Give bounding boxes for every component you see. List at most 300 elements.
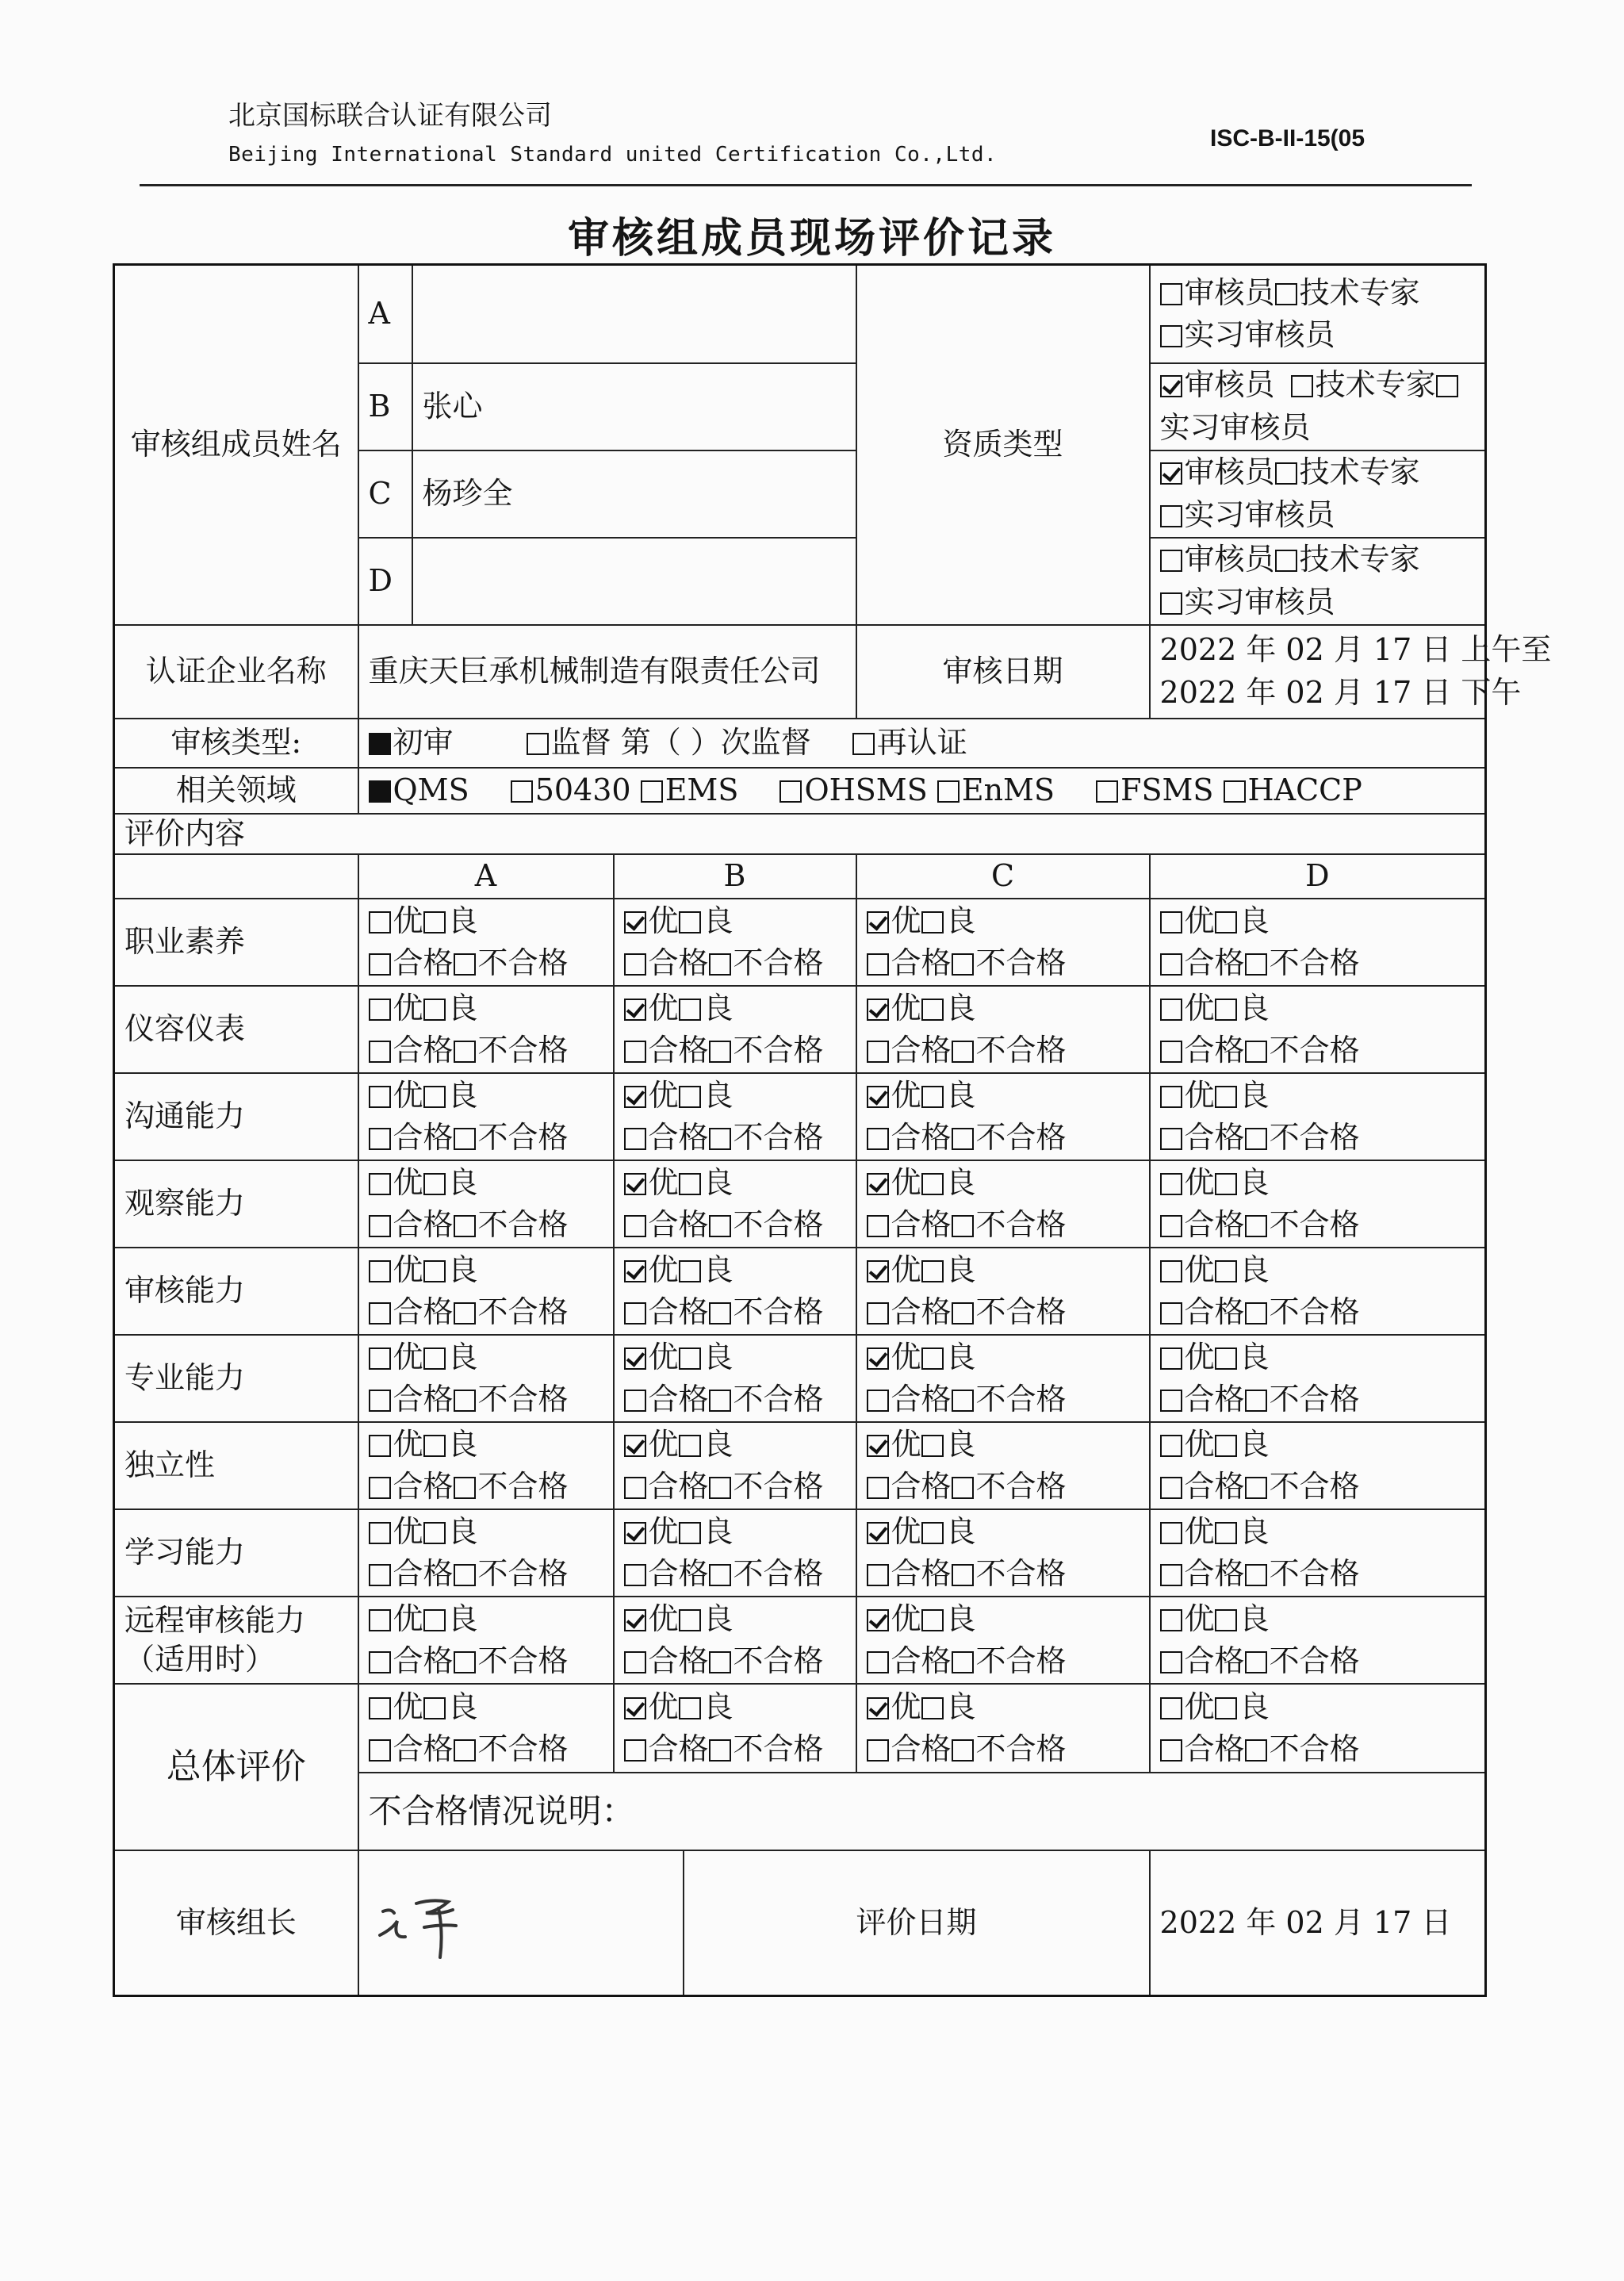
rating-excellent-label: 优	[648, 1164, 679, 1200]
qual-auditor-checkbox[interactable]	[1160, 283, 1182, 305]
rating-fail-label: 不合格	[975, 1731, 1067, 1766]
rating-good-checkbox[interactable]	[1215, 1260, 1237, 1282]
rating-fail-checkbox[interactable]	[454, 1128, 476, 1150]
rating-excellent-checkbox[interactable]	[1160, 1609, 1182, 1631]
rating-good-checkbox[interactable]	[423, 1522, 446, 1544]
rating-good-checkbox[interactable]	[1215, 1697, 1237, 1719]
audit-type-initial-label: 初审	[393, 724, 454, 760]
rating-fail-checkbox[interactable]	[952, 1302, 974, 1325]
rating-pass-checkbox[interactable]	[624, 953, 646, 976]
rating-pass-label: 合格	[891, 1468, 952, 1504]
rating-fail-checkbox[interactable]	[709, 1390, 731, 1412]
rating-good-checkbox[interactable]	[679, 1173, 701, 1195]
rating-fail-checkbox[interactable]	[952, 1390, 974, 1412]
criterion-row	[114, 1335, 1486, 1422]
rating-cell	[358, 1248, 614, 1335]
rating-cell	[614, 1597, 856, 1684]
rating-excellent-checkbox[interactable]	[624, 1609, 646, 1631]
rating-cell	[358, 1073, 614, 1160]
rating-excellent-checkbox[interactable]	[1160, 1173, 1182, 1195]
qual-trainee-checkbox[interactable]	[1160, 592, 1182, 615]
rating-good-checkbox[interactable]	[679, 1609, 701, 1631]
evaluation-corner	[114, 854, 358, 899]
rating-pass-checkbox[interactable]	[867, 1390, 889, 1412]
rating-good-checkbox[interactable]	[1215, 999, 1237, 1021]
rating-fail-checkbox[interactable]	[454, 1215, 476, 1237]
rating-pass-checkbox[interactable]	[867, 1477, 889, 1499]
qual-expert-checkbox[interactable]	[1275, 283, 1297, 305]
rating-fail-checkbox[interactable]	[709, 1739, 731, 1762]
member-name-field[interactable]	[412, 265, 856, 363]
rating-excellent-label: 优	[393, 990, 423, 1025]
rating-fail-label: 不合格	[1269, 945, 1360, 980]
rating-excellent-checkbox[interactable]	[369, 1435, 391, 1457]
field-checkbox[interactable]	[369, 780, 391, 803]
qual-expert-checkbox[interactable]	[1275, 462, 1297, 485]
rating-cell	[1150, 1335, 1486, 1422]
rating-pass-checkbox[interactable]	[369, 953, 391, 976]
criterion-row	[114, 1509, 1486, 1597]
rating-pass-checkbox[interactable]	[1160, 1128, 1182, 1150]
rating-excellent-checkbox[interactable]	[867, 1522, 889, 1544]
rating-pass-checkbox[interactable]	[624, 1302, 646, 1325]
fields-label: 相关领域	[114, 768, 358, 814]
rating-pass-label: 合格	[1184, 1032, 1245, 1068]
rating-excellent-checkbox[interactable]	[624, 999, 646, 1021]
nonconformity-label[interactable]: 不合格情况说明：	[358, 1773, 1486, 1850]
rating-fail-checkbox[interactable]	[454, 1390, 476, 1412]
rating-excellent-checkbox[interactable]	[1160, 1697, 1182, 1719]
rating-fail-checkbox[interactable]	[952, 1739, 974, 1762]
rating-pass-checkbox[interactable]	[867, 1564, 889, 1586]
rating-pass-checkbox[interactable]	[867, 1302, 889, 1325]
rating-excellent-checkbox[interactable]	[867, 1348, 889, 1370]
rating-good-checkbox[interactable]	[423, 1086, 446, 1108]
field-checkbox[interactable]	[641, 780, 663, 803]
qual-trainee-checkbox[interactable]	[1160, 505, 1182, 527]
qual-auditor-label: 审核员	[1184, 274, 1275, 310]
rating-fail-checkbox[interactable]	[454, 1302, 476, 1325]
rating-pass-label: 合格	[648, 1468, 709, 1504]
rating-good-label: 良	[1239, 903, 1270, 938]
member-name-field[interactable]: 张心	[412, 363, 856, 450]
rating-excellent-label: 优	[891, 1339, 921, 1374]
rating-cell	[358, 1335, 614, 1422]
rating-pass-label: 合格	[891, 945, 952, 980]
rating-fail-checkbox[interactable]	[952, 1564, 974, 1586]
rating-cell	[614, 1073, 856, 1160]
rating-fail-checkbox[interactable]	[1245, 1302, 1267, 1325]
rating-excellent-checkbox[interactable]	[1160, 1522, 1182, 1544]
rating-excellent-label: 优	[1184, 1426, 1215, 1462]
rating-excellent-checkbox[interactable]	[1160, 1086, 1182, 1108]
qual-expert-label: 技术专家	[1299, 542, 1420, 577]
rating-good-label: 良	[945, 1689, 976, 1724]
rating-excellent-checkbox[interactable]	[624, 1086, 646, 1108]
audit-type-initial-checkbox[interactable]	[369, 733, 391, 755]
rating-pass-checkbox[interactable]	[369, 1041, 391, 1063]
rating-good-label: 良	[447, 1689, 478, 1724]
rating-good-checkbox[interactable]	[679, 1086, 701, 1108]
rating-good-checkbox[interactable]	[423, 1609, 446, 1631]
company-name-field[interactable]: 重庆天巨承机械制造有限责任公司	[358, 625, 856, 719]
rating-fail-label: 不合格	[1269, 1555, 1360, 1591]
rating-good-checkbox[interactable]	[921, 1260, 944, 1282]
rating-fail-checkbox[interactable]	[709, 1564, 731, 1586]
audit-type-surveillance-checkbox[interactable]	[527, 733, 549, 755]
rating-excellent-label: 优	[648, 1252, 679, 1287]
qual-trainee-label: 实习审核员	[1184, 316, 1335, 352]
rating-excellent-checkbox[interactable]	[369, 999, 391, 1021]
rating-good-checkbox[interactable]	[679, 1435, 701, 1457]
rating-excellent-checkbox[interactable]	[1160, 911, 1182, 933]
rating-good-checkbox[interactable]	[921, 999, 944, 1021]
rating-pass-checkbox[interactable]	[867, 1739, 889, 1762]
rating-fail-checkbox[interactable]	[1245, 1128, 1267, 1150]
evaluation-rows	[114, 899, 1486, 1850]
rating-good-checkbox[interactable]	[679, 999, 701, 1021]
rating-good-checkbox[interactable]	[423, 1260, 446, 1282]
rating-pass-checkbox[interactable]	[1160, 1739, 1182, 1762]
rating-pass-label: 合格	[891, 1731, 952, 1766]
rating-excellent-label: 优	[393, 903, 423, 938]
rating-excellent-checkbox[interactable]	[867, 911, 889, 933]
rating-excellent-checkbox[interactable]	[1160, 1260, 1182, 1282]
rating-pass-checkbox[interactable]	[624, 1128, 646, 1150]
rating-excellent-checkbox[interactable]	[867, 999, 889, 1021]
criterion-label: 仪容仪表	[114, 986, 358, 1073]
rating-excellent-label: 优	[648, 1689, 679, 1724]
rating-excellent-checkbox[interactable]	[867, 1435, 889, 1457]
rating-pass-checkbox[interactable]	[867, 1651, 889, 1673]
rating-pass-checkbox[interactable]	[624, 1041, 646, 1063]
rating-excellent-checkbox[interactable]	[1160, 1435, 1182, 1457]
rating-good-label: 良	[1239, 1252, 1270, 1287]
rating-fail-label: 不合格	[477, 1032, 569, 1068]
rating-good-label: 良	[447, 1339, 478, 1374]
rating-pass-checkbox[interactable]	[1160, 1041, 1182, 1063]
rating-fail-checkbox[interactable]	[1245, 1390, 1267, 1412]
criterion-row	[114, 1422, 1486, 1509]
rating-excellent-checkbox[interactable]	[369, 1522, 391, 1544]
rating-pass-checkbox[interactable]	[624, 1564, 646, 1586]
rating-fail-checkbox[interactable]	[1245, 1041, 1267, 1063]
rating-fail-label: 不合格	[733, 1294, 824, 1329]
field-checkbox[interactable]	[1224, 780, 1246, 803]
rating-fail-label: 不合格	[733, 1119, 824, 1155]
rating-fail-checkbox[interactable]	[709, 1477, 731, 1499]
field-checkbox[interactable]	[937, 780, 959, 803]
criterion-label: 远程审核能力 （适用时）	[114, 1597, 358, 1684]
rating-excellent-checkbox[interactable]	[624, 1697, 646, 1719]
rating-excellent-label: 优	[648, 903, 679, 938]
rating-fail-checkbox[interactable]	[952, 1128, 974, 1150]
rating-pass-checkbox[interactable]	[1160, 1390, 1182, 1412]
rating-good-checkbox[interactable]	[679, 911, 701, 933]
rating-pass-checkbox[interactable]	[369, 1215, 391, 1237]
audit-type-recert-checkbox[interactable]	[852, 733, 875, 755]
criterion-label: 审核能力	[114, 1248, 358, 1335]
rating-cell	[856, 986, 1150, 1073]
rating-good-label: 良	[945, 1426, 976, 1462]
rating-cell	[1150, 1509, 1486, 1597]
rating-pass-checkbox[interactable]	[867, 1215, 889, 1237]
rating-excellent-checkbox[interactable]	[867, 1260, 889, 1282]
rating-excellent-checkbox[interactable]	[369, 1609, 391, 1631]
qual-auditor-checkbox[interactable]	[1160, 550, 1182, 572]
rating-good-checkbox[interactable]	[921, 1348, 944, 1370]
rating-excellent-checkbox[interactable]	[369, 1348, 391, 1370]
rating-fail-checkbox[interactable]	[1245, 1564, 1267, 1586]
field-label: FSMS	[1120, 772, 1214, 807]
rating-good-checkbox[interactable]	[1215, 1435, 1237, 1457]
rating-pass-checkbox[interactable]	[1160, 1302, 1182, 1325]
qualification-label: 资质类型	[856, 265, 1150, 625]
rating-pass-label: 合格	[393, 1468, 454, 1504]
rating-pass-label: 合格	[1184, 1294, 1245, 1329]
rating-cell	[1150, 899, 1486, 986]
leader-label: 审核组长	[114, 1850, 358, 1996]
rating-pass-checkbox[interactable]	[1160, 1477, 1182, 1499]
rating-good-checkbox[interactable]	[1215, 1086, 1237, 1108]
rating-fail-label: 不合格	[975, 1206, 1067, 1242]
rating-excellent-checkbox[interactable]	[369, 1173, 391, 1195]
rating-good-label: 良	[703, 1339, 733, 1374]
field-label: HACCP	[1247, 772, 1362, 807]
rating-good-checkbox[interactable]	[1215, 1348, 1237, 1370]
rating-fail-checkbox[interactable]	[709, 1215, 731, 1237]
rating-pass-checkbox[interactable]	[867, 953, 889, 976]
rating-pass-checkbox[interactable]	[369, 1564, 391, 1586]
eval-date-field[interactable]: 2022 年 02 月 17 日	[1150, 1850, 1486, 1996]
criterion-row	[114, 986, 1486, 1073]
rating-good-checkbox[interactable]	[679, 1697, 701, 1719]
rating-good-checkbox[interactable]	[921, 1173, 944, 1195]
rating-pass-checkbox[interactable]	[369, 1302, 391, 1325]
rating-fail-label: 不合格	[1269, 1643, 1360, 1678]
rating-good-checkbox[interactable]	[921, 1522, 944, 1544]
rating-fail-checkbox[interactable]	[1245, 1739, 1267, 1762]
rating-fail-checkbox[interactable]	[952, 1651, 974, 1673]
rating-excellent-checkbox[interactable]	[624, 1173, 646, 1195]
rating-pass-label: 合格	[648, 1206, 709, 1242]
member-letter: C	[358, 450, 412, 538]
rating-excellent-checkbox[interactable]	[867, 1086, 889, 1108]
rating-pass-label: 合格	[393, 1206, 454, 1242]
leader-signature[interactable]	[358, 1850, 684, 1996]
rating-good-checkbox[interactable]	[423, 1173, 446, 1195]
rating-excellent-checkbox[interactable]	[867, 1697, 889, 1719]
rating-cell	[358, 1509, 614, 1597]
rating-pass-checkbox[interactable]	[867, 1041, 889, 1063]
rating-cell	[856, 1597, 1150, 1684]
rating-excellent-checkbox[interactable]	[624, 1260, 646, 1282]
rating-good-checkbox[interactable]	[1215, 1522, 1237, 1544]
rating-excellent-checkbox[interactable]	[624, 911, 646, 933]
rating-fail-label: 不合格	[733, 1206, 824, 1242]
member-name-field[interactable]	[412, 538, 856, 625]
field-checkbox[interactable]	[779, 780, 802, 803]
rating-good-label: 良	[1239, 1513, 1270, 1549]
rating-excellent-label: 优	[393, 1164, 423, 1200]
rating-good-label: 良	[1239, 1164, 1270, 1200]
rating-good-checkbox[interactable]	[921, 911, 944, 933]
rating-pass-label: 合格	[393, 1032, 454, 1068]
rating-pass-checkbox[interactable]	[369, 1128, 391, 1150]
rating-excellent-checkbox[interactable]	[624, 1435, 646, 1457]
rating-good-checkbox[interactable]	[423, 1697, 446, 1719]
rating-pass-checkbox[interactable]	[1160, 1215, 1182, 1237]
rating-fail-checkbox[interactable]	[709, 953, 731, 976]
rating-good-label: 良	[945, 1077, 976, 1113]
rating-fail-checkbox[interactable]	[454, 1739, 476, 1762]
rating-fail-checkbox[interactable]	[1245, 1477, 1267, 1499]
rating-excellent-label: 优	[891, 1426, 921, 1462]
qual-auditor-checkbox[interactable]	[1160, 462, 1182, 485]
criterion-row	[114, 1160, 1486, 1248]
qual-auditor-checkbox[interactable]	[1160, 375, 1182, 397]
rating-fail-checkbox[interactable]	[709, 1302, 731, 1325]
rating-good-checkbox[interactable]	[679, 1260, 701, 1282]
rating-fail-checkbox[interactable]	[1245, 1651, 1267, 1673]
rating-good-checkbox[interactable]	[921, 1435, 944, 1457]
rating-fail-checkbox[interactable]	[454, 953, 476, 976]
rating-excellent-checkbox[interactable]	[369, 1260, 391, 1282]
qual-trainee-checkbox[interactable]	[1160, 325, 1182, 347]
audit-date-start: 2022 年 02 月 17 日 上午至	[1159, 632, 1552, 668]
page-title: 审核组成员现场评价记录	[567, 214, 1056, 263]
rating-cell	[1150, 986, 1486, 1073]
header-divider	[140, 184, 1472, 186]
rating-fail-label: 不合格	[975, 1119, 1067, 1155]
rating-excellent-checkbox[interactable]	[369, 1086, 391, 1108]
rating-good-checkbox[interactable]	[679, 1522, 701, 1544]
rating-excellent-label: 优	[393, 1601, 423, 1636]
rating-fail-checkbox[interactable]	[952, 1041, 974, 1063]
rating-fail-checkbox[interactable]	[454, 1564, 476, 1586]
rating-fail-checkbox[interactable]	[709, 1651, 731, 1673]
rating-pass-label: 合格	[891, 1555, 952, 1591]
rating-good-checkbox[interactable]	[921, 1086, 944, 1108]
criterion-row	[114, 1248, 1486, 1335]
rating-pass-checkbox[interactable]	[1160, 953, 1182, 976]
rating-excellent-label: 优	[1184, 1164, 1215, 1200]
rating-good-checkbox[interactable]	[423, 999, 446, 1021]
rating-excellent-checkbox[interactable]	[867, 1609, 889, 1631]
rating-good-checkbox[interactable]	[921, 1609, 944, 1631]
rating-pass-checkbox[interactable]	[1160, 1651, 1182, 1673]
rating-excellent-checkbox[interactable]	[1160, 1348, 1182, 1370]
rating-fail-checkbox[interactable]	[454, 1041, 476, 1063]
qual-expert-label: 技术专家	[1299, 274, 1420, 310]
rating-excellent-checkbox[interactable]	[1160, 999, 1182, 1021]
qual-expert-checkbox[interactable]	[1275, 550, 1297, 572]
rating-fail-label: 不合格	[733, 1032, 824, 1068]
rating-excellent-label: 优	[1184, 1077, 1215, 1113]
rating-pass-checkbox[interactable]	[624, 1739, 646, 1762]
rating-good-label: 良	[1239, 990, 1270, 1025]
rating-good-checkbox[interactable]	[921, 1697, 944, 1719]
rating-pass-checkbox[interactable]	[369, 1390, 391, 1412]
rating-good-checkbox[interactable]	[423, 1348, 446, 1370]
rating-pass-checkbox[interactable]	[867, 1128, 889, 1150]
rating-fail-checkbox[interactable]	[1245, 1215, 1267, 1237]
company-name-en: Beijing International Standard united Certification Co.,Ltd.	[228, 143, 998, 167]
criterion-row	[114, 1073, 1486, 1160]
rating-good-checkbox[interactable]	[1215, 1173, 1237, 1195]
member-name-field[interactable]: 杨珍全	[412, 450, 856, 538]
rating-good-checkbox[interactable]	[1215, 911, 1237, 933]
rating-good-checkbox[interactable]	[679, 1348, 701, 1370]
rating-excellent-checkbox[interactable]	[369, 911, 391, 933]
rating-excellent-label: 优	[1184, 1513, 1215, 1549]
rating-pass-label: 合格	[648, 1643, 709, 1678]
member-letter: B	[358, 363, 412, 450]
rating-cell	[614, 1509, 856, 1597]
rating-fail-checkbox[interactable]	[709, 1128, 731, 1150]
criterion-label: 职业素养	[114, 899, 358, 986]
rating-pass-checkbox[interactable]	[624, 1477, 646, 1499]
rating-pass-checkbox[interactable]	[369, 1651, 391, 1673]
evaluation-form	[113, 263, 1552, 1997]
rating-good-checkbox[interactable]	[1215, 1609, 1237, 1631]
qual-trainee-checkbox[interactable]	[1436, 375, 1458, 397]
rating-cell	[1150, 1597, 1486, 1684]
rating-pass-checkbox[interactable]	[1160, 1564, 1182, 1586]
qual-expert-checkbox[interactable]	[1291, 375, 1313, 397]
rating-cell	[856, 1335, 1150, 1422]
rating-excellent-label: 优	[648, 1426, 679, 1462]
rating-pass-checkbox[interactable]	[369, 1739, 391, 1762]
qual-auditor-label: 审核员	[1184, 454, 1275, 490]
rating-good-label: 良	[1239, 1601, 1270, 1636]
rating-fail-checkbox[interactable]	[952, 1215, 974, 1237]
rating-fail-checkbox[interactable]	[1245, 953, 1267, 976]
rating-cell	[856, 1248, 1150, 1335]
eval-col-header: D	[1150, 854, 1486, 899]
rating-fail-checkbox[interactable]	[952, 953, 974, 976]
field-checkbox[interactable]	[511, 780, 533, 803]
rating-pass-label: 合格	[648, 1032, 709, 1068]
rating-pass-checkbox[interactable]	[624, 1215, 646, 1237]
rating-good-checkbox[interactable]	[423, 1435, 446, 1457]
rating-fail-label: 不合格	[1269, 1731, 1360, 1766]
rating-fail-label: 不合格	[733, 1381, 824, 1417]
audit-date-end: 2022 年 02 月 17 日 下午	[1159, 674, 1522, 710]
rating-cell	[856, 1160, 1150, 1248]
eval-col-header: B	[614, 854, 856, 899]
rating-pass-checkbox[interactable]	[624, 1651, 646, 1673]
rating-excellent-label: 优	[891, 1601, 921, 1636]
rating-fail-checkbox[interactable]	[709, 1041, 731, 1063]
rating-excellent-checkbox[interactable]	[624, 1348, 646, 1370]
rating-fail-checkbox[interactable]	[952, 1477, 974, 1499]
field-checkbox[interactable]	[1096, 780, 1118, 803]
rating-fail-checkbox[interactable]	[454, 1477, 476, 1499]
criterion-row	[114, 899, 1486, 986]
rating-pass-checkbox[interactable]	[624, 1390, 646, 1412]
field-label: EnMS	[961, 772, 1055, 807]
rating-excellent-checkbox[interactable]	[369, 1697, 391, 1719]
rating-good-label: 良	[945, 903, 976, 938]
rating-good-label: 良	[703, 1426, 733, 1462]
audit-type-surveillance-label: 监督 第（ ）次监督	[550, 724, 811, 760]
rating-good-checkbox[interactable]	[423, 911, 446, 933]
rating-fail-checkbox[interactable]	[454, 1651, 476, 1673]
rating-excellent-checkbox[interactable]	[867, 1173, 889, 1195]
rating-excellent-checkbox[interactable]	[624, 1522, 646, 1544]
rating-pass-checkbox[interactable]	[369, 1477, 391, 1499]
